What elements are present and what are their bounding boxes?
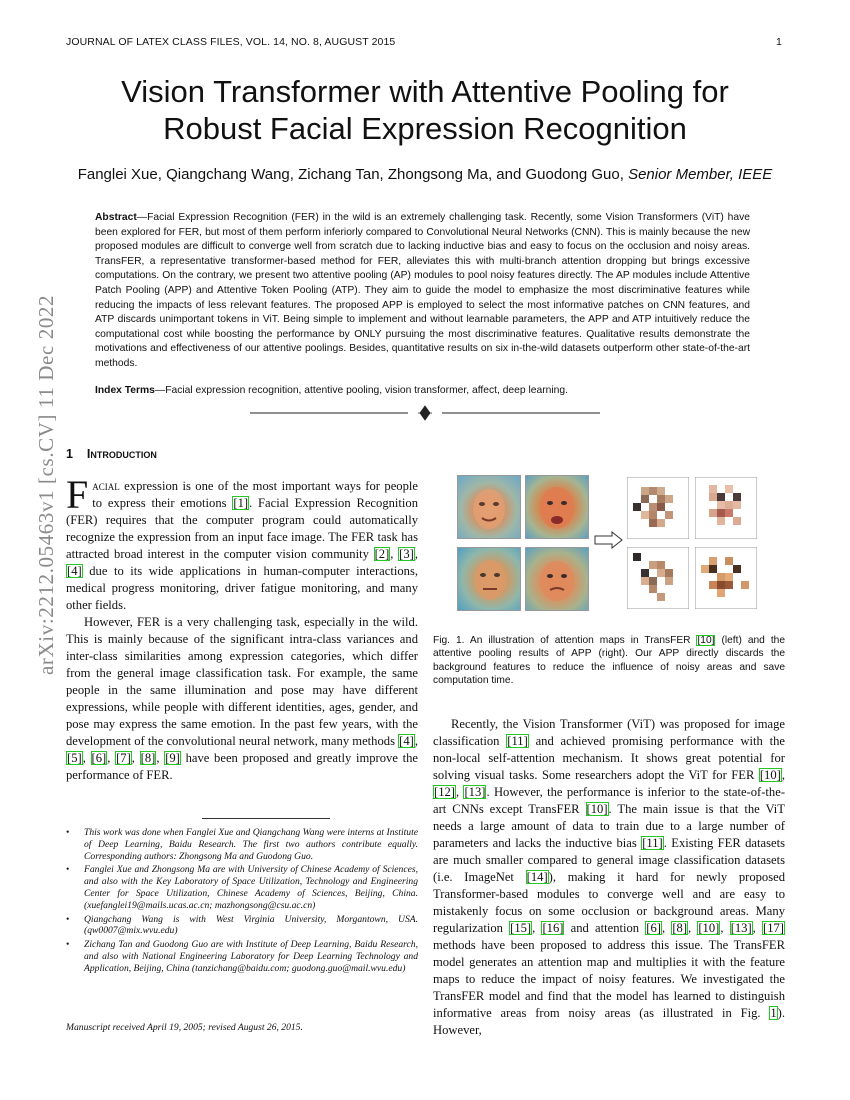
author-membership: Senior Member, IEEE — [628, 166, 773, 183]
citation-link[interactable]: [14] — [526, 870, 548, 884]
footnotes — [66, 827, 418, 977]
citation-link[interactable]: [11] — [507, 734, 528, 748]
attention-map-face-1 — [457, 475, 521, 539]
text-run: , — [131, 751, 140, 765]
citation-link[interactable]: [1] — [233, 496, 249, 510]
text-run: . Facial Expression Recognition (FER) requires that the computer program could automatically recognize the expression from an input face image. The FER task has attracted broad interest in the computer vision community — [66, 496, 419, 561]
text-run: , — [752, 921, 763, 935]
text-run: due to its wide applications in human-computer interactions, medical progress monitoring, driver fatigue monitoring, and many other fields. — [66, 564, 418, 612]
text-run: , — [414, 547, 418, 561]
text-run: . The main issue is that the ViT needs a large amount of data to train due to a large number of parameters and lacks the inductive bias — [433, 802, 785, 850]
citation-link[interactable]: [4] — [67, 564, 82, 578]
text-run: However, FER is a very challenging task, especially in the wild. This is mainly because of the significant intra-class variances and inter-class similarities among expression categories, which differ from the general image classification task. For example, the same people in the same illumination and pose may have different expressions, while people with different identities, ages, gender, and pose may express the same emotion. In the past few years, with the development of the convolutional neural network, many methods — [66, 615, 418, 748]
pooled-face-3 — [627, 547, 689, 609]
citation-link[interactable]: [8] — [140, 751, 156, 765]
author-list — [60, 166, 790, 183]
citation-link[interactable]: [6] — [646, 921, 661, 935]
text-run: , — [156, 751, 165, 765]
abstract-separator — [250, 404, 600, 422]
attention-map-face-4 — [525, 547, 589, 611]
intro-left-column — [66, 472, 419, 784]
author-names: Fanglei Xue, Qiangchang Wang, Zichang Tan, Zhongsong Ma, and Guodong Guo, — [77, 166, 624, 183]
drop-cap: F — [66, 472, 89, 517]
pooled-face-4 — [695, 547, 757, 609]
citation-link[interactable]: [6] — [91, 751, 107, 765]
pooled-face-1 — [627, 477, 689, 539]
intro-paragraph-2 — [66, 614, 418, 784]
text-run: (left) and the attentive pooling results of APP (right). Our APP directly discards the background features to reduce the influence of noisy areas and save computation time. — [433, 635, 785, 687]
text-run: , — [688, 921, 698, 935]
footnote-item: • Fanglei Xue and Zhongsong Ma are with University of Chinese Academy of Sciences, and also with the Key Laboratory of Space Utilization, Technology and Engineering Center for Space Utilization, Chinese Academy of Sciences, Beijing, China. (xuefanglei19@mails.ucas.ac.cn; mazhongsong@csu.ac.cn) — [66, 864, 418, 911]
title-line-2: Robust Facial Expression Recognition — [163, 111, 687, 146]
text-run: Recently, the Vision Transformer (ViT) was proposed for image classification — [433, 717, 785, 748]
paper-title — [60, 73, 790, 147]
figure-1 — [457, 475, 782, 625]
text-run: . However, the performance is inferior to the state-of-the-art CNNs except TransFER — [433, 785, 786, 816]
figure-1-caption — [433, 634, 785, 688]
citation-link[interactable]: [10] — [698, 921, 720, 935]
section-heading — [66, 447, 157, 461]
text-run: methods have been proposed to address this issue. The TransFER model generates an attention map and multiplies it with the feature maps to reduce the impact of noisy features. We investigated the TransFER model and find that the model has learned to distinguish informative areas from noisy areas (as illustrated in Fig. — [433, 938, 785, 1020]
text-run: , — [720, 921, 730, 935]
citation-link[interactable]: [8] — [672, 921, 688, 935]
text-run: , — [661, 921, 672, 935]
text-run: , — [455, 785, 464, 799]
citation-link[interactable]: [2] — [374, 547, 390, 561]
manuscript-note: Manuscript received April 19, 2005; revised August 26, 2015. — [66, 1022, 303, 1033]
citation-link[interactable]: [10] — [697, 635, 715, 646]
citation-link[interactable]: [12] — [434, 785, 455, 799]
citation-link[interactable]: [13] — [464, 785, 486, 799]
text-run: ). However, — [433, 1006, 785, 1037]
text-run: have been proposed and greatly improve the performance of FER. — [66, 751, 419, 782]
citation-link[interactable]: [3] — [399, 547, 414, 561]
section-number: 1 — [66, 447, 73, 461]
text-run: , — [107, 751, 116, 765]
diamond-ornament-icon — [418, 406, 432, 420]
intro-paragraph-3 — [433, 716, 785, 1039]
citation-link[interactable]: [16] — [542, 921, 564, 935]
text-run: , — [532, 921, 542, 935]
text-run: and attention — [564, 921, 646, 935]
text-run: , — [390, 547, 399, 561]
footnote-rule — [202, 818, 330, 819]
index-terms-text: —Facial expression recognition, attentive pooling, vision transformer, affect, deep learning. — [154, 385, 568, 396]
citation-link[interactable]: [4] — [399, 734, 414, 748]
abstract-label: Abstract — [95, 212, 137, 223]
figure-reference-link[interactable]: 1 — [770, 1006, 777, 1020]
text-run: and achieved promising performance with the non-local self-attention mechanism. It shows great potential for solving visual tasks. Some researchers adopt the ViT for FER — [433, 734, 785, 782]
text-run: , — [781, 768, 785, 782]
footnote-item: • Qiangchang Wang is with West Virginia University, Morgantown, USA. (qw0007@mix.wvu.edu) — [66, 914, 418, 938]
text-run: , — [414, 734, 418, 748]
lead-small-caps: acial — [92, 479, 120, 493]
citation-link[interactable]: [5] — [67, 751, 82, 765]
title-line-1: Vision Transformer with Attentive Pooling for — [121, 74, 729, 109]
text-run: , — [82, 751, 91, 765]
index-terms-label: Index Terms — [95, 385, 155, 396]
citation-link[interactable]: [17] — [763, 921, 784, 935]
running-head: JOURNAL OF LATEX CLASS FILES, VOL. 14, NO. 8, AUGUST 2015 — [66, 36, 396, 48]
attention-map-face-3 — [457, 547, 521, 611]
citation-link[interactable]: [7] — [116, 751, 131, 765]
text-run: Fig. 1. An illustration of attention maps in TransFER — [433, 635, 697, 646]
text-run: expression is one of the most important ways for people to express their emotions — [92, 479, 418, 510]
footnote-item: • Zichang Tan and Guodong Guo are with Institute of Deep Learning, Baidu Research, and also with National Engineering Laboratory for Deep Learning Technology and Application, Beijing, China (tanzichang@baidu.com; guodong.guo@mail.wvu.edu) — [66, 939, 418, 974]
right-arrow-icon — [594, 531, 624, 549]
section-title: Introduction — [86, 447, 157, 461]
intro-right-column — [433, 716, 785, 1039]
abstract-text: —Facial Expression Recognition (FER) in the wild is an extremely challenging task. Recently, some Vision Transformers (ViT) have been explored for FER, but most of them perform inferiorly compared to Convolutional Neural Networks (CNN). This is mainly because the new proposed modules are difficult to converge well from scratch due to lacking inductive bias and easy to focus on the occlusion and noisy areas. TransFER, a representative transformer-based method for FER, alleviates this with multi-branch attention dropping but brings excessive computations. On the contrary, we present two attentive pooling (AP) modules to pool noisy features directly. The AP modules include Attentive Patch Pooling (APP) and Attentive Token Pooling (ATP). They aim to guide the model to emphasize the most discriminative features while reducing the impacts of less relevant features. The proposed APP is employed to select the most informative patches on CNN features, and ATP discards unimportant tokens in ViT. Being simple to implement and without learnable parameters, the APP and ATP intuitively reduce the computational cost while boosting the performance by ONLY pursuing the most discriminative features. Qualitative results demonstrate the motivations and effectiveness of our attentive poolings. Besides, quantitative results on six in-the-wild datasets outperform other state-of-the-art methods. — [95, 212, 750, 369]
citation-link[interactable]: [15] — [510, 921, 532, 935]
intro-paragraph-1 — [66, 472, 419, 614]
index-terms — [95, 385, 750, 396]
citation-link[interactable]: [11] — [642, 836, 663, 850]
page-number: 1 — [776, 36, 782, 48]
citation-link[interactable]: [13] — [730, 921, 752, 935]
arxiv-stamp: arXiv:2212.05463v1 [cs.CV] 11 Dec 2022 — [34, 294, 58, 675]
citation-link[interactable]: [10] — [586, 802, 608, 816]
footnote-item: • This work was done when Fanglei Xue and Qiangchang Wang were interns at Institute of Deep Learning, Baidu Research. The first two authors contribute equally. Corresponding authors: Zhongsong Ma and Guodong Guo. — [66, 827, 418, 862]
pooled-face-2 — [695, 477, 757, 539]
attention-map-face-2 — [525, 475, 589, 539]
text-run: ), making it hard for newly proposed Transformer-based modules to converge well and are easy to mistakenly focus on some occlusion or background areas. Many regularization — [433, 870, 786, 935]
abstract — [95, 211, 750, 372]
text-run: . Existing FER datasets are much smaller compared to general image classification datasets (i.e. ImageNet — [433, 836, 785, 884]
citation-link[interactable]: [9] — [165, 751, 180, 765]
citation-link[interactable]: [10] — [759, 768, 781, 782]
